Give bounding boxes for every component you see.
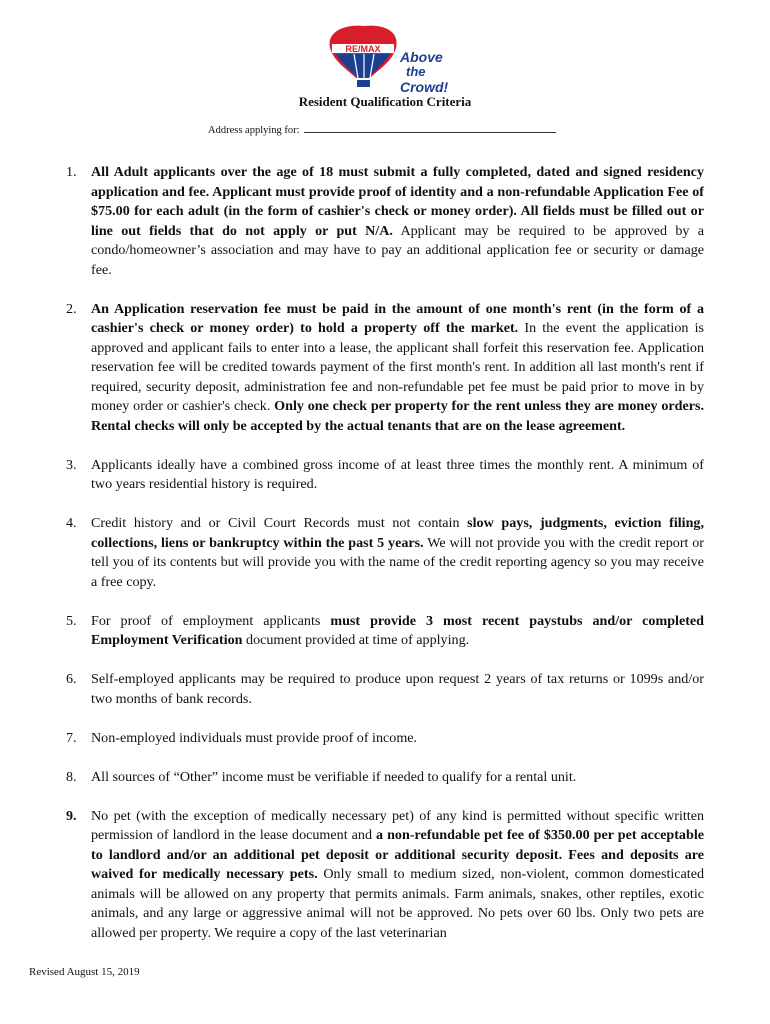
criteria-number: 9. [66, 807, 77, 824]
logo-slogan-crowd: Crowd! [400, 79, 449, 95]
criteria-text-regular: Only small to medium sized, non-violent, common domesticated animals will be allowed on any property that permits animals. Farm animals, snakes, other reptiles, exotic animals, and any large or aggressive animal will not be approved. No pets over 60 lbs. Only two pets are allowed per property. We require a copy of the last veterinarian [91, 866, 704, 941]
logo-slogan-above: Above [400, 49, 443, 65]
logo-slogan-the: the [406, 64, 426, 79]
criteria-number: 3. [66, 456, 77, 473]
page-title: Resident Qualification Criteria [298, 94, 472, 109]
criteria-number: 2. [66, 300, 77, 317]
criteria-text [91, 729, 704, 749]
criteria-number: 8. [66, 768, 77, 785]
criteria-text-regular: Credit history and or Civil Court Records must not contain [91, 515, 468, 531]
criteria-item [66, 670, 704, 709]
criteria-text-regular: Applicant may be required to be approved by a condo/homeowner’s association and may have to pay an additional application fee or security or damage fee. [91, 222, 704, 278]
criteria-text-regular: We will not provide you with the credit report or tell you of its contents but will provide you with the name of the credit reporting agency so you may receive a free copy. [91, 534, 704, 590]
criteria-text-bold: must provide 3 most recent paystubs and/or completed Employment Verification [91, 612, 704, 648]
criteria-text-regular: For proof of employment applicants [91, 612, 331, 629]
criteria-text-bold: Only one check per property for the rent unless they are money orders. Rental checks will only be accepted by the actual tenants that are on the lease agreement. [91, 398, 704, 434]
criteria-text [91, 670, 704, 709]
criteria-text [91, 456, 704, 495]
criteria-text-bold: slow pays, judgments, eviction filing, collections, liens or bankruptcy within the past 5 years. [91, 515, 704, 551]
criteria-text-regular: All sources of “Other” income must be verifiable if needed to qualify for a rental unit. [91, 768, 577, 785]
criteria-number: 6. [66, 671, 77, 687]
criteria-text-bold: a non-refundable pet fee of $350.00 per pet acceptable to landlord and/or an additional pet deposit or additional security deposit. Fees and deposits are waived for medically necessary pets. [91, 827, 704, 882]
criteria-item [66, 807, 704, 944]
criteria-text [91, 768, 704, 788]
criteria-item [66, 300, 704, 437]
criteria-item [66, 514, 704, 592]
criteria-number: 1. [66, 164, 77, 180]
address-applying-row [208, 123, 556, 136]
svg-text:RE/MAX: RE/MAX [345, 44, 381, 54]
criteria-text [91, 612, 704, 651]
revised-date: Revised August 15, 2019 [29, 966, 140, 978]
criteria-item [66, 729, 704, 749]
criteria-number: 7. [66, 729, 77, 746]
criteria-text-regular: document provided at time of applying. [242, 632, 470, 648]
criteria-item [66, 612, 704, 651]
criteria-number: 5. [66, 612, 77, 629]
criteria-item [66, 163, 704, 280]
criteria-text [91, 163, 704, 280]
criteria-text-regular: In the event the application is approved and applicant fails to enter into a lease, the applicant shall forfeit this reservation fee. Application reservation fee will be credited towards payment of the first month's rent. In addition all last month's rent if required, security deposit, administration fee and non-refundable pet fee must be paid prior to move in by money order or cashier's check. [91, 320, 705, 414]
criteria-text [91, 807, 704, 944]
criteria-text-regular: Self-employed applicants may be required to produce upon request 2 years of tax returns or 1099s and/or two months of bank records. [91, 671, 704, 707]
address-label: Address applying for: [208, 125, 300, 136]
criteria-text-bold: All Adult applicants over the age of 18 must submit a fully completed, dated and signed residency application and fee. Applicant must provide proof of identity and a non-refundable Application Fee of $75.00 for each adult (in the form of cashier's check or money order). All fields must be filled out or line out fields that do not apply or put N/A. [91, 164, 704, 239]
criteria-text-regular: No pet (with the exception of medically necessary pet) of any kind is permitted without specific written permission of landlord in the lease document and [91, 807, 704, 843]
criteria-item [66, 768, 704, 788]
criteria-item [66, 456, 704, 495]
criteria-number: 4. [66, 515, 77, 531]
criteria-text [91, 514, 704, 592]
remax-balloon-logo [320, 22, 450, 98]
criteria-text-bold: An Application reservation fee must be paid in the amount of one month's rent (in the form of a cashier's check or money order) to hold a property off the market. [91, 300, 704, 336]
criteria-text-regular: Non-employed individuals must provide proof of income. [91, 729, 418, 746]
address-blank-line[interactable] [304, 123, 556, 133]
balloon-icon [320, 22, 450, 98]
criteria-list [66, 163, 704, 963]
criteria-text-regular: Applicants ideally have a combined gross income of at least three times the monthly rent. A minimum of two years residential history is required. [91, 456, 704, 492]
criteria-text [91, 300, 704, 437]
